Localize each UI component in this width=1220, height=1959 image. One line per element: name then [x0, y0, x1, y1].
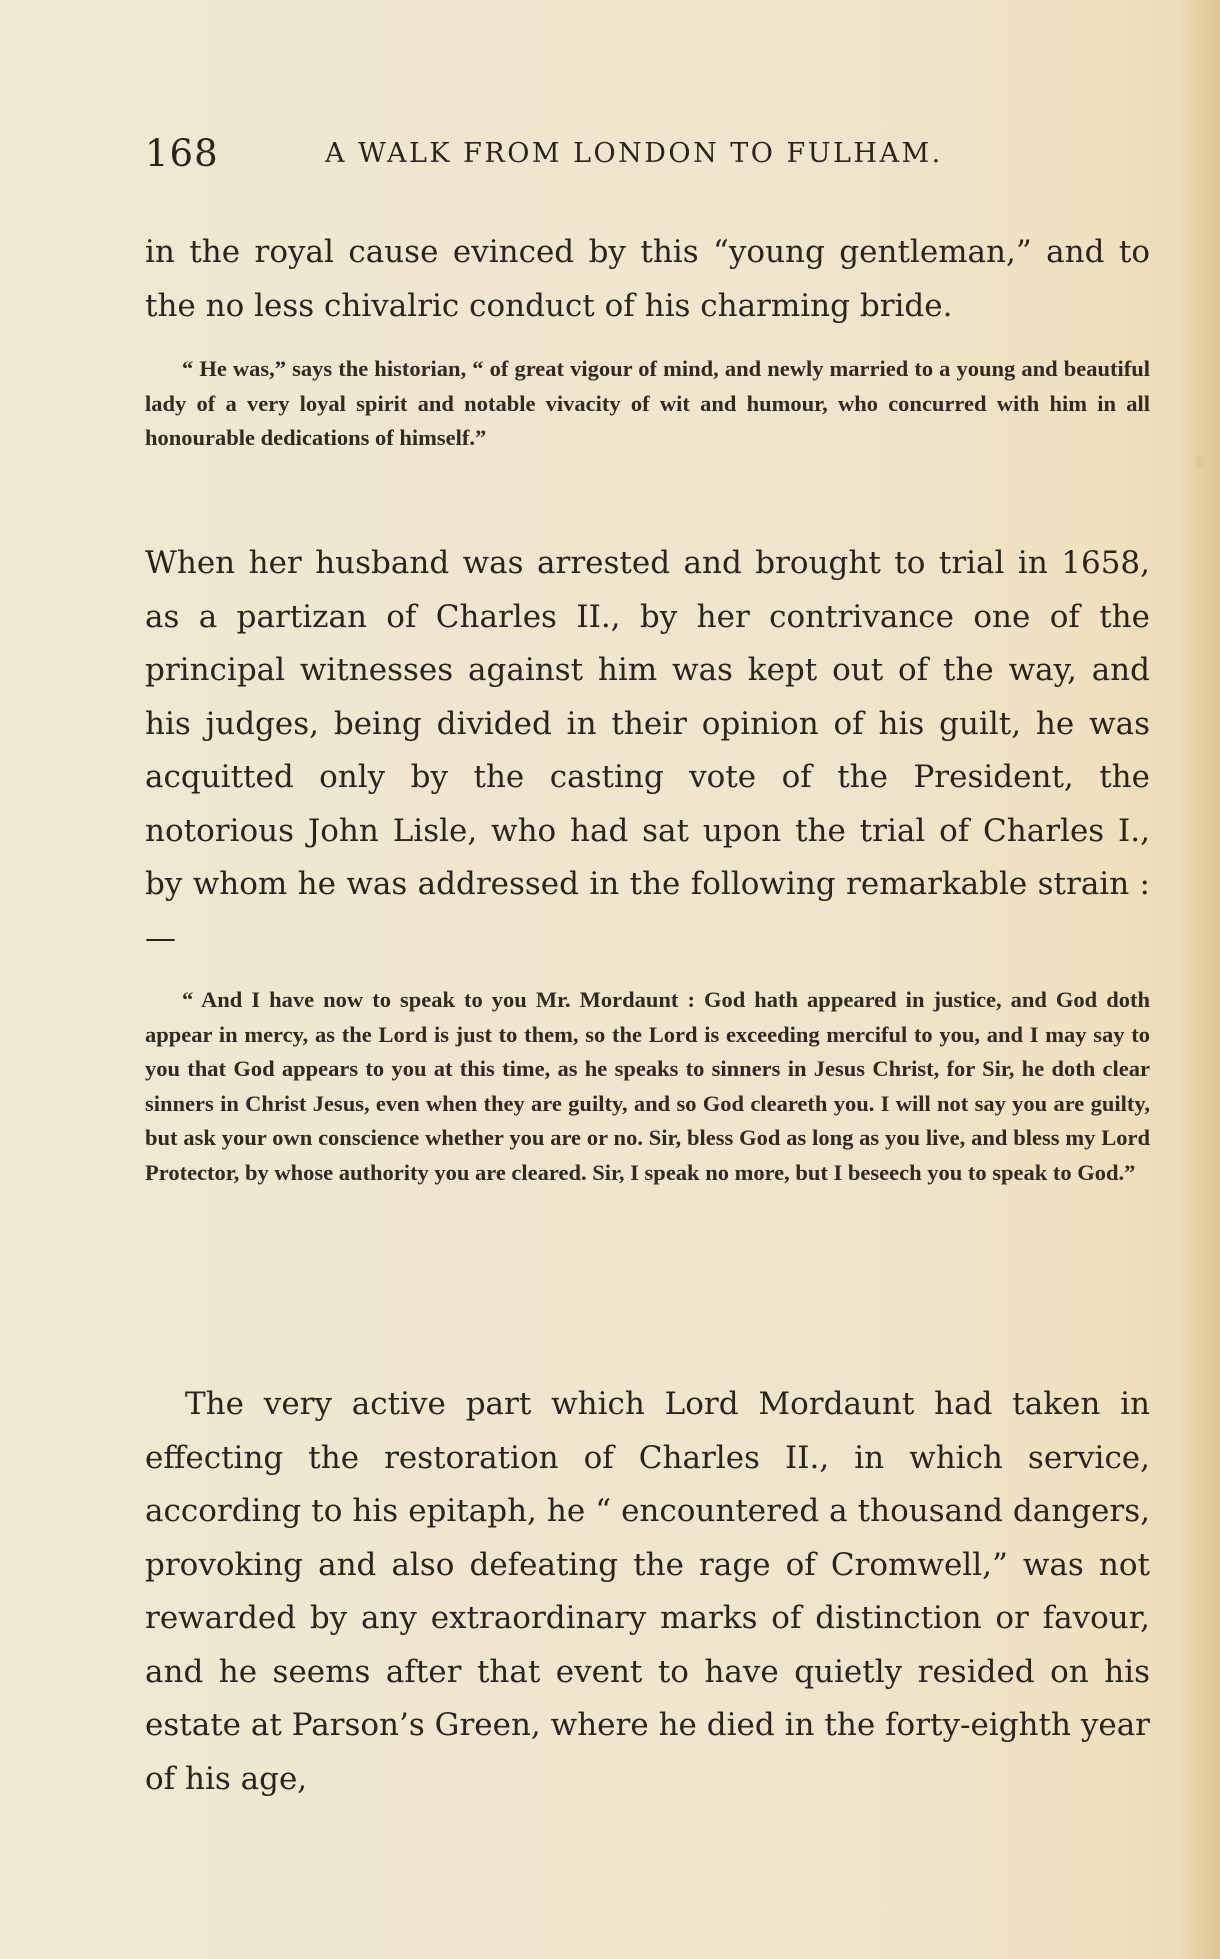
lisle-quote: “ And I have now to speak to you Mr. Mordaunt : God hath appeared in justice, and God doth appear in mercy, as the Lord is just to them, so the Lord is exceeding merciful to you, and I may say to you that God appears to you at this time, as he speaks to sinners in Jesus Christ, for Sir, he doth clear sinners in Christ Jesus, even when they are guilty, and so God cleareth you. I will not say you are guilty, but ask your own conscience whether you are or no. Sir, bless God as long as you live, and bless my Lord Protector, by whose authority you are cleared. Sir, I speak no more, but I beseech you to speak to God.” — [145, 987, 1150, 1185]
paragraph-continuation: in the royal cause evinced by this “young gentleman,” and to the no less chivalric conduct of his charming bride. — [145, 234, 1150, 324]
running-head: A WALK FROM LONDON TO FULHAM. — [325, 138, 943, 169]
page-header — [145, 132, 1145, 178]
paragraph-restoration: The very active part which Lord Mordaunt had taken in effecting the restoration of Charles II., in which service, according to his epitaph, he “ encountered a thousand dangers, provoking and also defeating the rage of Cromwell,” was not rewarded by any extraordinary marks of distinction or favour, and he seems after that event to have quietly resided on his estate at Parson’s Green, where he died in the forty-eighth year of his age, — [145, 1386, 1150, 1797]
paragraph-trial: When her husband was arrested and brought to trial in 1658, as a partizan of Charles II., by her contrivance one of the principal witnesses against him was kept out of the way, and his judges, being divided in their opinion of his guilt, he was acquitted only by the casting vote of the President, the notorious John Lisle, who had sat upon the trial of Charles I., by whom he was addressed in the following remarkable strain :— — [145, 545, 1150, 956]
historian-quote: “ He was,” says the historian, “ of great vigour of mind, and newly married to a young and beautiful lady of a very loyal spirit and notable vivacity of wit and humour, who concurred with him in all honourable dedications of himself.” — [145, 356, 1150, 450]
page-edge-shadow — [1180, 0, 1220, 1959]
paper-speck — [1196, 455, 1205, 467]
page-number: 168 — [145, 132, 219, 175]
